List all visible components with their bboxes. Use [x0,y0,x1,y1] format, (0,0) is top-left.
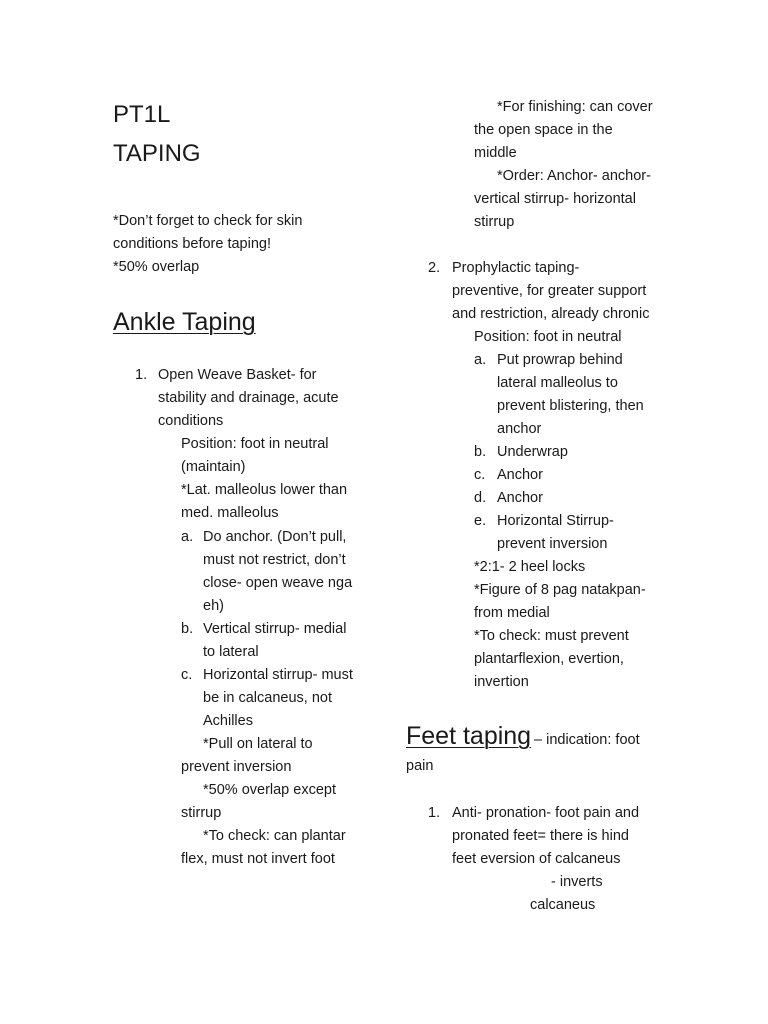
note-line: *To check: must prevent [474,628,629,644]
note-line: *50% overlap except [203,782,336,798]
sub-item-text: to lateral [203,644,259,660]
sub-item-marker: d. [474,490,487,506]
document-title-line2: TAPING [113,140,201,167]
sub-item-text: Horizontal Stirrup- [497,513,614,529]
sub-item-text: Vertical stirrup- medial [203,621,347,637]
note-line: plantarflexion, evertion, [474,651,624,667]
note-line: vertical stirrup- horizontal [474,191,636,207]
note-line: middle [474,145,517,161]
sub-item-marker: c. [181,667,193,683]
position-note: (maintain) [181,459,246,475]
note-line: *50% overlap [113,259,200,275]
sub-item-marker: a. [181,529,194,545]
note-line: *Pull on lateral to [203,736,313,752]
sub-item-text: Do anchor. (Don’t pull, [203,529,347,545]
feet-indication-cont: pain [406,758,434,774]
sub-item-text: prevent blistering, then [497,398,644,414]
note-line: *Order: Anchor- anchor- [497,168,651,184]
list-item-text: feet eversion of calcaneus [452,851,621,867]
note-line: from medial [474,605,550,621]
sub-item-text: anchor [497,421,542,437]
sub-item-marker: e. [474,513,487,529]
note-line: stirrup [474,214,515,230]
note-line: the open space in the [474,122,613,138]
position-note: Position: foot in neutral [181,436,329,452]
sub-item-marker: a. [474,352,487,368]
list-item-text: Prophylactic taping- [452,260,580,276]
document-title-line1: PT1L [113,101,171,128]
note-line: flex, must not invert foot [181,851,335,867]
note-line: invertion [474,674,529,690]
note-line: *2:1- 2 heel locks [474,559,586,575]
list-item-text: stability and drainage, acute [158,390,339,406]
list-number: 1. [135,367,148,383]
note-line: *For finishing: can cover [497,99,653,115]
note-line: stirrup [181,805,222,821]
sub-item-marker: b. [474,444,487,460]
ankle-taping-heading: Ankle Taping [113,308,256,336]
sub-item-text: be in calcaneus, not [203,690,332,706]
position-note: Position: foot in neutral [474,329,622,345]
list-item-text: calcaneus [530,897,596,913]
sub-item-text: Underwrap [497,444,568,460]
list-item-text: and restriction, already chronic [452,306,650,322]
list-item-text: - inverts [551,874,603,890]
list-item-text: conditions [158,413,224,429]
note-line: *Don’t forget to check for skin [113,213,303,229]
note-line: *Figure of 8 pag natakpan- [474,582,646,598]
note-line: conditions before taping! [113,236,271,252]
feet-taping-heading: Feet taping [406,722,532,750]
sub-item-text: Anchor [497,490,543,506]
sub-item-text: Put prowrap behind [497,352,623,368]
list-item-text: Open Weave Basket- for [158,367,317,383]
sub-item-text: close- open weave nga [203,575,353,591]
sub-item-text: Horizontal stirrup- must [203,667,353,683]
malleolus-note: *Lat. malleolus lower than [181,482,348,498]
list-item-text: preventive, for greater support [452,283,647,299]
note-line: *To check: can plantar [203,828,346,844]
feet-indication: – indication: foot [534,732,640,748]
sub-item-marker: b. [181,621,194,637]
sub-item-text: prevent inversion [497,536,608,552]
list-item-text: Anti- pronation- foot pain and [452,805,640,821]
sub-item-text: lateral malleolus to [497,375,618,391]
sub-item-text: eh) [203,598,224,614]
list-number: 1. [428,805,441,821]
sub-item-text: must not restrict, don’t [203,552,346,568]
note-line: prevent inversion [181,759,292,775]
list-item-text: pronated feet= there is hind [452,828,629,844]
malleolus-note: med. malleolus [181,505,279,521]
sub-item-text: Achilles [203,713,253,729]
list-number: 2. [428,260,441,276]
sub-item-marker: c. [474,467,486,483]
sub-item-text: Anchor [497,467,543,483]
